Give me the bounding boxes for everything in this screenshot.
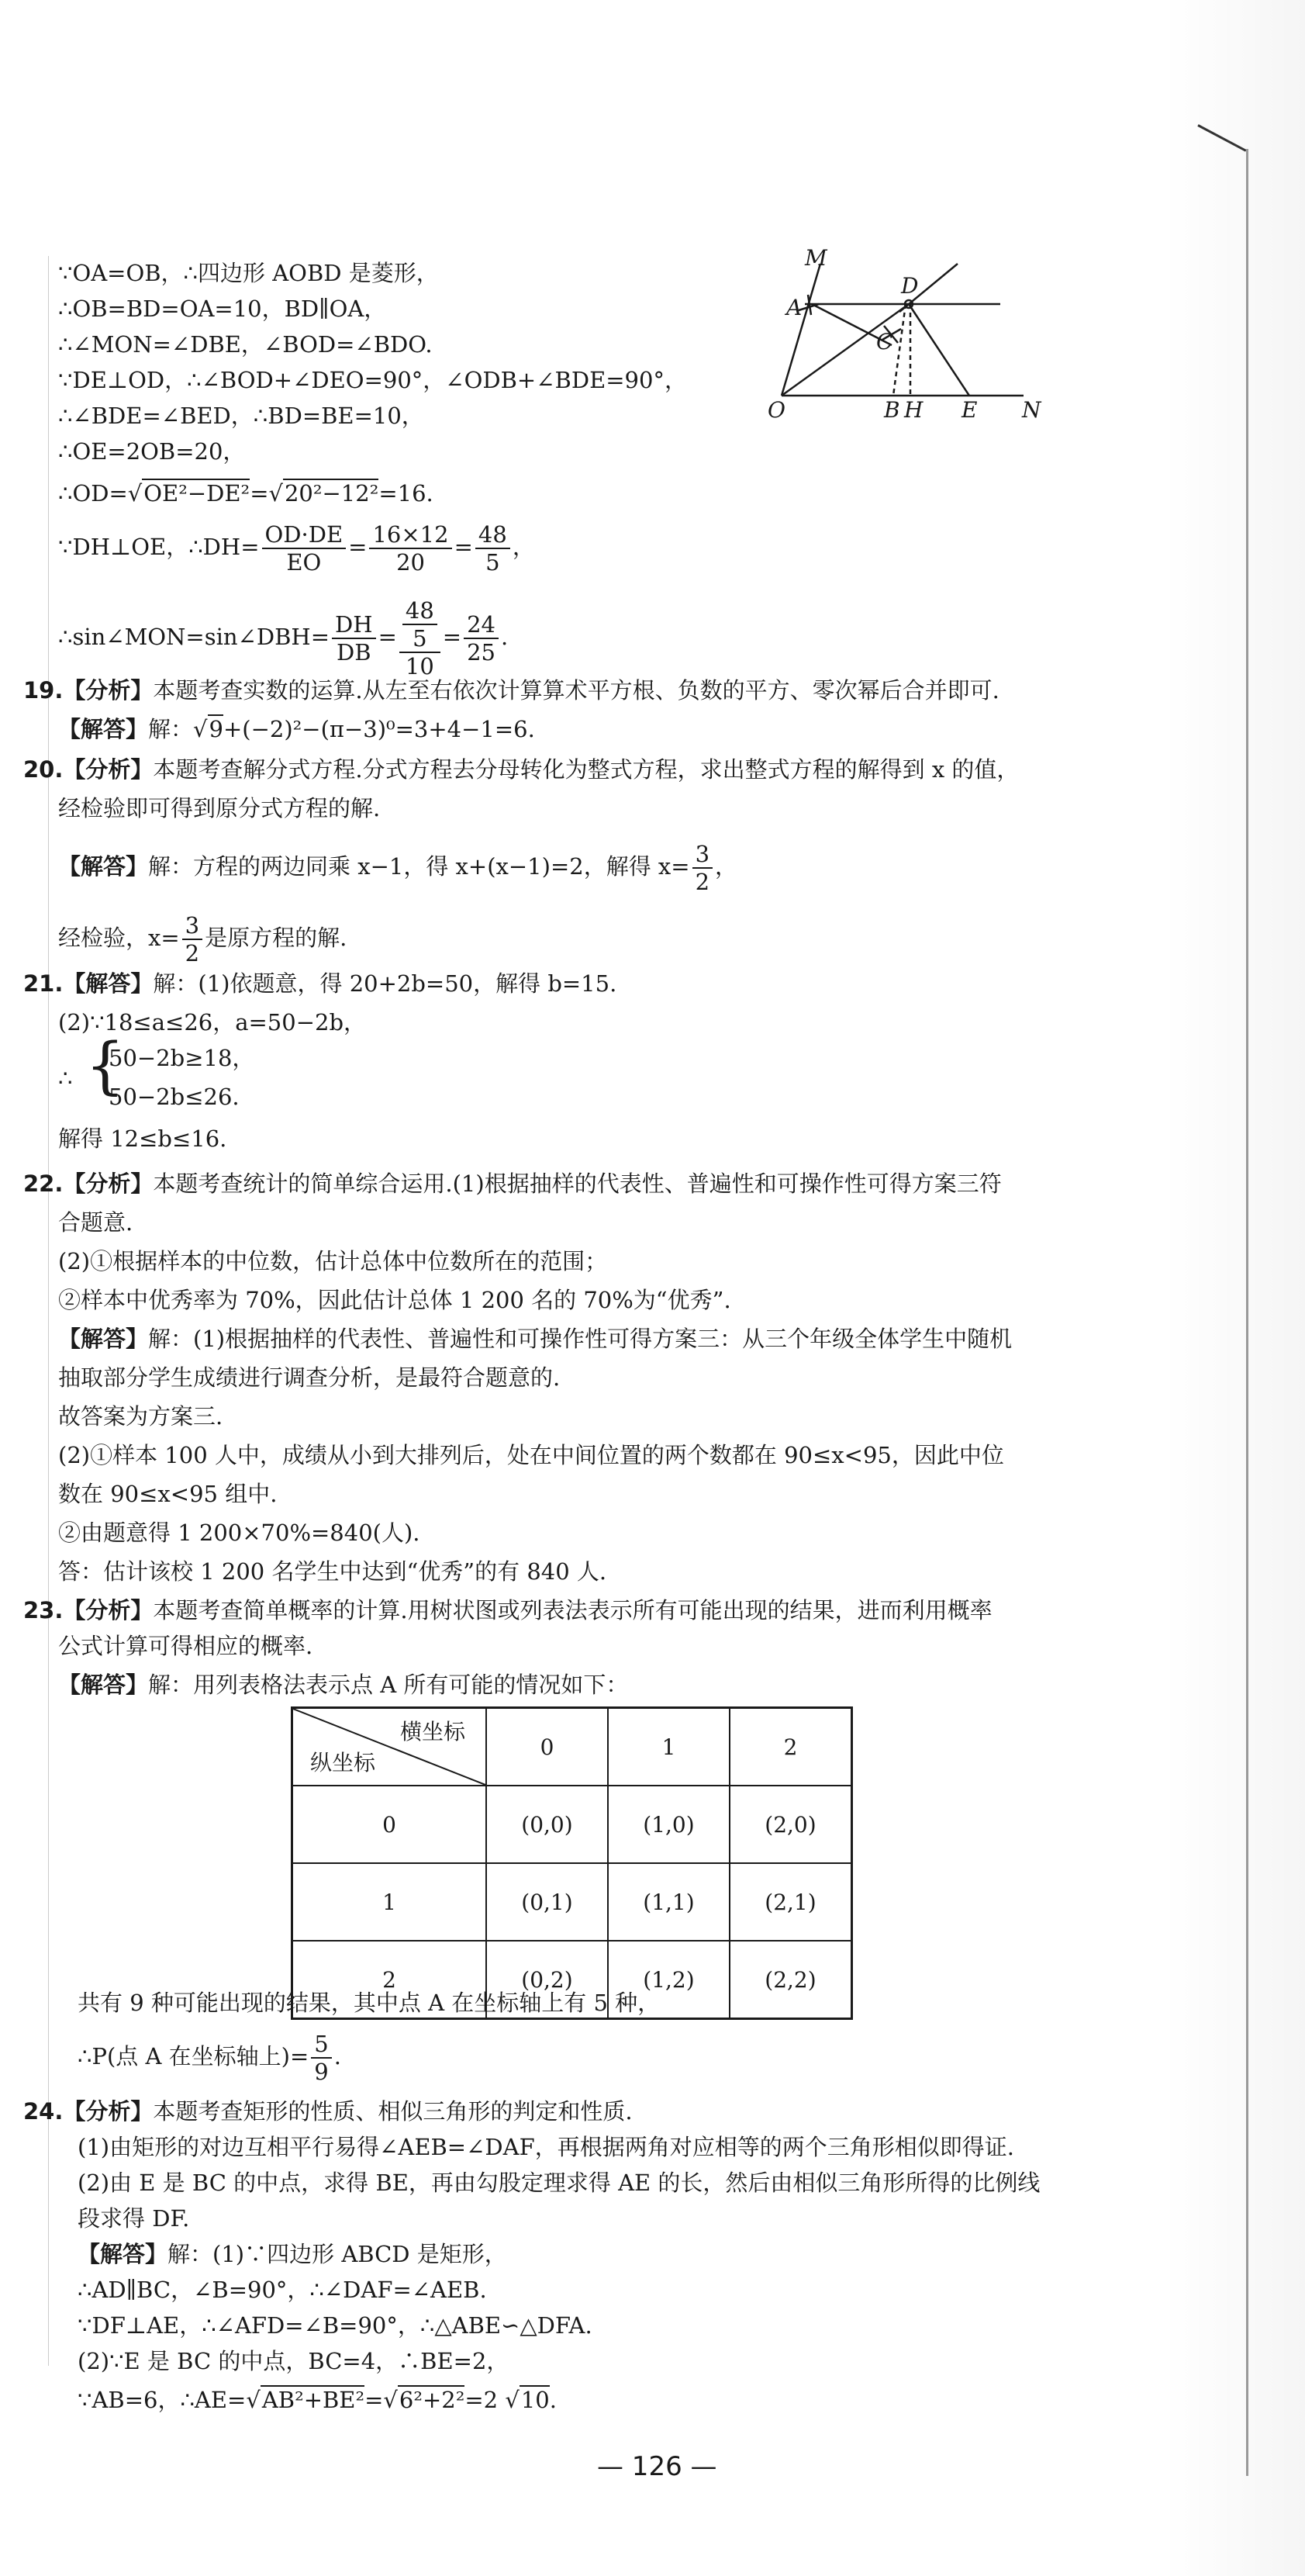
label-C: C	[876, 329, 893, 354]
q24-analysis-line-1	[23, 2094, 633, 2128]
q22-answer-line-2: 抽取部分学生成绩进行调查分析，是最符合题意的.	[58, 1364, 561, 1391]
q23-c2-num: 5	[311, 2031, 331, 2059]
geometry-figure	[768, 248, 1062, 427]
q18-l8-f2-den: 20	[396, 549, 425, 576]
q23-analysis-tag: 【分析】	[63, 1597, 154, 1623]
q23-result-line-1: 共有 9 种可能出现的结果，其中点 A 在坐标轴上有 5 种，	[78, 1990, 661, 2016]
table-cell: (0,2)	[486, 1941, 608, 2019]
q20-answer-frac	[692, 841, 713, 895]
q21-line-5: 解得 12≤b≤16.	[58, 1125, 227, 1152]
label-H: H	[904, 397, 924, 423]
q18-line-1: ∵OA=OB，∴四边形 AOBD 是菱形，	[58, 260, 439, 286]
page-edge-line	[1246, 149, 1248, 2476]
q18-l7-mid: =	[250, 480, 269, 507]
q21-number: 21.	[23, 970, 64, 997]
q18-l8-f1-num: OD·DE	[262, 521, 347, 549]
q22-a1: 本题考查统计的简单综合运用.(1)根据抽样的代表性、普遍性和可操作性可得方案三符	[153, 1170, 1002, 1197]
q20-answer-tag: 【解答】	[58, 853, 149, 880]
q18-l9-frac3	[464, 611, 499, 666]
q18-l9-frac1	[332, 611, 376, 666]
q18-l8-f3-den: 5	[485, 549, 500, 576]
q23-b1: 解：用列表格法表示点 A 所有可能的情况如下：	[148, 1672, 629, 1698]
q18-line-3: ∴∠MON=∠DBE，∠BOD=∠BDO.	[58, 331, 433, 358]
q18-l8-f2-num: 16×12	[369, 521, 451, 549]
coordinate-table	[291, 1706, 853, 2020]
q20-check-line	[58, 912, 347, 966]
label-A: A	[786, 295, 803, 320]
q22-analysis-line-2: 合题意.	[58, 1209, 133, 1236]
q24-b5-sqrt3: 10	[520, 2387, 550, 2413]
q20-check-den: 2	[185, 940, 200, 966]
col-header: 2	[730, 1708, 852, 1786]
q18-l9-f2-nd: 5	[413, 625, 427, 652]
q23-analysis-line-2: 公式计算可得相应的概率.	[58, 1633, 313, 1659]
q24-b5-end: .	[549, 2387, 557, 2413]
q23-answer-tag: 【解答】	[58, 1672, 149, 1698]
corner-label-y: 纵坐标	[310, 1750, 376, 1776]
q22-analysis-line-3: (2)①根据样本的中位数，估计总体中位数所在的范围；	[58, 1248, 608, 1274]
q20-check-frac	[182, 912, 202, 966]
table-cell: (1,2)	[608, 1941, 730, 2019]
q18-l9-f3-num: 24	[464, 611, 499, 639]
line-DE	[909, 304, 969, 396]
q21-system-2: 50−2b≤26.	[109, 1084, 240, 1110]
q24-b5-pre: ∵AB=6，∴AE=	[78, 2387, 247, 2413]
q19-analysis: 本题考查实数的运算.从左至右依次计算算术平方根、负数的平方、零次幂后合并即可.	[153, 677, 999, 704]
q20-analysis-tag: 【分析】	[63, 756, 154, 783]
q18-line-4: ∵DE⊥OD，∴∠BOD+∠DEO=90°，∠ODB+∠BDE=90°，	[58, 367, 687, 393]
q23-answer-line-1	[58, 1668, 628, 1702]
label-N: N	[1022, 397, 1041, 423]
q22-answer-line-7: 答：估计该校 1 200 名学生中达到“优秀”的有 840 人.	[58, 1558, 607, 1585]
q23-analysis-line-1	[23, 1593, 993, 1627]
q24-analysis-line-4: 段求得 DF.	[78, 2205, 190, 2232]
q21-line-2: (2)∵18≤a≤26，a=50−2b，	[58, 1009, 367, 1036]
table-cell: (0,0)	[486, 1786, 608, 1863]
q20-analysis-line-1	[23, 752, 1019, 787]
q24-a1: 本题考查矩形的性质、相似三角形的判定和性质.	[153, 2098, 633, 2125]
q18-l9-f2-num	[399, 597, 440, 653]
label-O: O	[768, 397, 785, 423]
table-cell: (2,2)	[730, 1941, 852, 2019]
margin-rule	[48, 256, 49, 2366]
q24-analysis-line-3: (2)由 E 是 BC 的中点，求得 BE，再由勾股定理求得 AE 的长，然后由相似三角形所得的比例线	[78, 2170, 1041, 2196]
corner-label-x: 横坐标	[399, 1719, 465, 1744]
q20-check-pre: 经检验，x=	[58, 925, 180, 951]
row-header: 2	[292, 1941, 487, 2019]
table-corner-cell	[292, 1708, 487, 1786]
q24-answer-tag: 【解答】	[78, 2241, 168, 2267]
q23-c2-frac	[311, 2031, 331, 2085]
q18-line-6: ∴OE=2OB=20，	[58, 438, 246, 465]
q24-answer-line-2: ∴AD∥BC，∠B=90°，∴∠DAF=∠AEB.	[78, 2277, 487, 2303]
q18-l8-f3-num: 48	[475, 521, 510, 549]
q19-answer-sqrt: 9	[209, 716, 223, 742]
q18-line-2: ∴OB=BD=OA=10，BD∥OA，	[58, 296, 387, 322]
q24-analysis-line-2: (1)由矩形的对边互相平行易得∠AEB=∠DAF，再根据两角对应相等的两个三角形相似即得证.	[78, 2134, 1014, 2160]
q19-analysis-line	[23, 673, 999, 707]
q18-l8-f1-den: EO	[286, 549, 322, 576]
q20-answer-den: 2	[695, 869, 710, 895]
q24-b5-mid2: =2	[464, 2387, 499, 2413]
q21-therefore: ∴	[58, 1065, 73, 1091]
table-cell: (1,1)	[608, 1863, 730, 1941]
q20-check-num: 3	[182, 912, 202, 940]
label-B: B	[884, 397, 900, 423]
line-DB	[893, 304, 906, 396]
q18-l7-sqrt1: OE²−DE²	[143, 480, 250, 507]
q18-l9-eq2: =	[442, 624, 462, 650]
q18-l8-pre: ∵DH⊥OE，∴DH=	[58, 534, 260, 560]
q22-answer-line-5: 数在 90≤x<95 组中.	[58, 1481, 278, 1507]
q18-l8-end: ，	[512, 534, 535, 560]
q18-l9-f2-den: 10	[405, 653, 434, 679]
q18-l7-sqrt2: 20²−12²	[284, 480, 379, 507]
q18-l8-frac1	[262, 521, 347, 576]
q20-check-end: 是原方程的解.	[205, 925, 347, 951]
q19-number: 19.	[23, 677, 64, 704]
line-OM	[782, 264, 820, 396]
q18-line-9	[58, 597, 508, 679]
q22-answer-line-1	[58, 1322, 1012, 1356]
q23-c2-pre: ∴P(点 A 在坐标轴上)=	[78, 2043, 309, 2069]
q23-c2-den: 9	[314, 2059, 329, 2085]
q19-answer-pre: 解：	[148, 716, 194, 742]
table-cell: (2,0)	[730, 1786, 852, 1863]
table-header-row	[292, 1708, 852, 1786]
q20-answer-num: 3	[692, 841, 713, 869]
q18-l8-eq: =	[348, 534, 368, 560]
row-header: 0	[292, 1786, 487, 1863]
q20-answer-pre: 解：方程的两边同乘 x−1，得 x+(x−1)=2，解得 x=	[148, 853, 690, 880]
q24-analysis-tag: 【分析】	[63, 2098, 154, 2125]
q20-number: 20.	[23, 756, 64, 783]
table-cell: (0,1)	[486, 1863, 608, 1941]
q22-answer-line-6: ②由题意得 1 200×70%=840(人).	[58, 1520, 420, 1546]
q23-a1: 本题考查简单概率的计算.用树状图或列表法表示所有可能出现的结果，进而利用概率	[153, 1597, 993, 1623]
q20-analysis-line-2: 经检验即可得到原分式方程的解.	[58, 795, 381, 821]
q22-answer-line-3: 故答案为方案三.	[58, 1403, 223, 1430]
q18-l9-f1-num: DH	[332, 611, 376, 639]
q24-answer-line-4: (2)∵E 是 BC 的中点，BC=4，∴BE=2，	[78, 2348, 509, 2374]
q18-l8-frac2	[369, 521, 451, 576]
table-cell: (1,0)	[608, 1786, 730, 1863]
q19-answer-tag: 【解答】	[58, 716, 149, 742]
q21-answer-tag: 【解答】	[63, 970, 154, 997]
label-E: E	[961, 397, 978, 423]
q22-analysis-line-4: ②样本中优秀率为 70%，因此估计总体 1 200 名的 70%为“优秀”.	[58, 1287, 731, 1313]
q20-answer-end: ，	[715, 853, 738, 880]
q18-line-5: ∴∠BDE=∠BED，∴BD=BE=10，	[58, 403, 424, 429]
q18-l8-eq2: =	[454, 534, 473, 560]
row-header: 1	[292, 1863, 487, 1941]
q18-l9-eq: =	[378, 624, 397, 650]
q18-line-7: ∴OD=√OE²−DE²=√20²−12²=16.	[58, 480, 433, 507]
q23-result-line-2	[78, 2031, 341, 2085]
q22-answer-tag: 【解答】	[58, 1326, 149, 1352]
q18-l8-frac3	[475, 521, 510, 576]
q24-b5-sqrt2: 6²+2²	[399, 2387, 465, 2413]
q24-b5-sqrt1: AB²+BE²	[261, 2387, 365, 2413]
q20-analysis-1: 本题考查解分式方程.分式方程去分母转化为整式方程，求出整式方程的解得到 x 的值，	[153, 756, 1020, 783]
q24-answer-line-1	[78, 2237, 507, 2271]
q24-answer-line-3: ∵DF⊥AE，∴∠AFD=∠B=90°，∴△ABE∽△DFA.	[78, 2312, 592, 2339]
q18-l9-end: .	[501, 624, 509, 650]
q20-answer-line	[58, 841, 737, 895]
table-cell: (2,1)	[730, 1863, 852, 1941]
q19-analysis-tag: 【分析】	[63, 677, 154, 704]
q22-analysis-tag: 【分析】	[63, 1170, 154, 1197]
q18-l9-f2-nn: 48	[402, 597, 437, 625]
q18-line-8	[58, 521, 535, 576]
label-M: M	[805, 248, 827, 271]
q18-l7-end: =16.	[378, 480, 433, 507]
label-D: D	[901, 273, 919, 299]
page-number: — 126 —	[597, 2451, 717, 2482]
table-row	[292, 1786, 852, 1863]
q21-line-1	[23, 966, 616, 1001]
q24-answer-line-5: ∵AB=6，∴AE=√AB²+BE²=√6²+2²=2 √10.	[78, 2387, 557, 2413]
q19-answer-rest: +(−2)²−(π−3)⁰=3+4−1=6.	[223, 716, 535, 742]
q18-l9-pre: ∴sin∠MON=sin∠DBH=	[58, 624, 330, 650]
q22-number: 22.	[23, 1170, 64, 1197]
q22-b1: 解：(1)根据抽样的代表性、普遍性和可操作性可得方案三：从三个年级全体学生中随机	[148, 1326, 1013, 1352]
q22-answer-line-4: (2)①样本 100 人中，成绩从小到大排列后，处在中间位置的两个数都在 90≤x<95，因此中位	[58, 1442, 1004, 1468]
q24-b5-mid: =	[364, 2387, 384, 2413]
q18-l9-f1-den: DB	[337, 639, 371, 666]
col-header: 0	[486, 1708, 608, 1786]
col-header: 1	[608, 1708, 730, 1786]
q21-l1: 解：(1)依题意，得 20+2b=50，解得 b=15.	[153, 970, 617, 997]
q18-l9-f3-den: 25	[467, 639, 495, 666]
q22-analysis-line-1	[23, 1167, 1002, 1201]
q19-answer-line: 【解答】解：√9+(−2)²−(π−3)⁰=3+4−1=6.	[58, 716, 535, 742]
q21-system-1: 50−2b≥18，	[109, 1045, 255, 1071]
q24-number: 24.	[23, 2098, 64, 2125]
q24-b1: 解：(1)∵四边形 ABCD 是矩形，	[167, 2241, 507, 2267]
table-row	[292, 1863, 852, 1941]
q18-l7-pre: ∴OD=	[58, 480, 128, 507]
q18-l9-frac2	[399, 597, 440, 679]
q21-brace: {	[85, 1029, 125, 1101]
q23-number: 23.	[23, 1597, 64, 1623]
q23-c2-end: .	[333, 2043, 341, 2069]
page-edge-shade	[1163, 0, 1305, 2576]
